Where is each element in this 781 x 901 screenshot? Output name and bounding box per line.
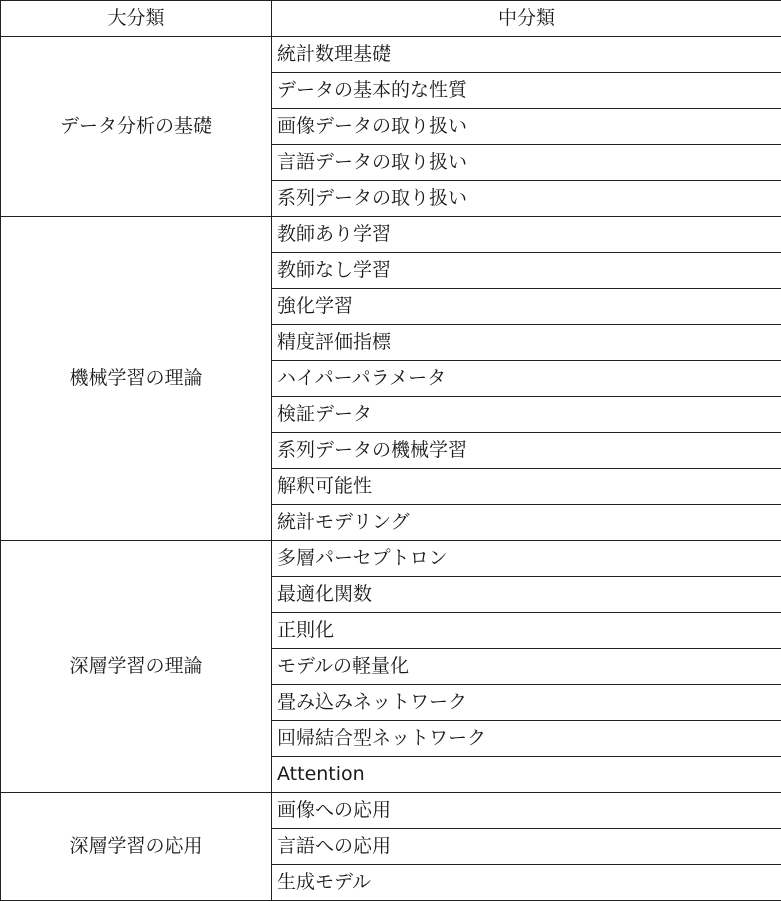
major-category-header: 大分類 — [1, 1, 272, 37]
minor-category-cell: 検証データ — [272, 397, 781, 433]
table-row — [1, 217, 781, 253]
major-category-cell: 深層学習の理論 — [1, 541, 272, 793]
minor-category-cell: 強化学習 — [272, 289, 781, 325]
minor-category-cell: Attention — [272, 757, 781, 793]
minor-category-cell: ハイパーパラメータ — [272, 361, 781, 397]
minor-category-cell: 言語データの取り扱い — [272, 145, 781, 181]
minor-category-cell: 系列データの取り扱い — [272, 181, 781, 217]
minor-category-header: 中分類 — [272, 1, 781, 37]
minor-category-cell: データの基本的な性質 — [272, 73, 781, 109]
header-row — [1, 1, 781, 37]
minor-category-cell: 最適化関数 — [272, 577, 781, 613]
minor-category-cell: 畳み込みネットワーク — [272, 685, 781, 721]
major-category-cell: 機械学習の理論 — [1, 217, 272, 541]
minor-category-cell: 生成モデル — [272, 865, 781, 901]
minor-category-cell: 言語への応用 — [272, 829, 781, 865]
minor-category-cell: 系列データの機械学習 — [272, 433, 781, 469]
major-category-cell: 深層学習の応用 — [1, 793, 272, 901]
minor-category-cell: 正則化 — [272, 613, 781, 649]
minor-category-cell: 統計モデリング — [272, 505, 781, 541]
minor-category-cell: 解釈可能性 — [272, 469, 781, 505]
minor-category-cell: 画像データの取り扱い — [272, 109, 781, 145]
table-row — [1, 541, 781, 577]
minor-category-cell: 教師なし学習 — [272, 253, 781, 289]
table-row — [1, 37, 781, 73]
minor-category-cell: 精度評価指標 — [272, 325, 781, 361]
major-category-cell: データ分析の基礎 — [1, 37, 272, 217]
minor-category-cell: 画像への応用 — [272, 793, 781, 829]
minor-category-cell: 回帰結合型ネットワーク — [272, 721, 781, 757]
minor-category-cell: 多層パーセプトロン — [272, 541, 781, 577]
minor-category-cell: 教師あり学習 — [272, 217, 781, 253]
table-row — [1, 793, 781, 829]
minor-category-cell: モデルの軽量化 — [272, 649, 781, 685]
minor-category-cell: 統計数理基礎 — [272, 37, 781, 73]
